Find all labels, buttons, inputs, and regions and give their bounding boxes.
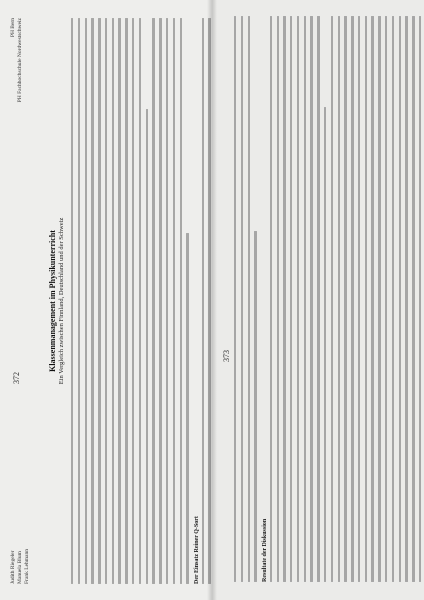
author-name: Frank Lehmann [24,549,30,584]
section-heading: Resultate der Diskussion [261,518,268,582]
results-paragraph [270,16,424,582]
article-title-block [48,18,65,584]
affiliation-line: PH Fachhochschule Nordwestschweiz [17,18,23,103]
article-title: Klassenmanagement im Physikunterricht [48,230,57,372]
right-page [212,0,424,600]
right-page-header [220,16,234,582]
right-page-number: 373 [222,350,231,362]
author-list [10,549,31,584]
author-name: Judith Riegeler [10,550,16,584]
affiliation-line: PH Bern [10,18,16,38]
book-gutter [207,0,217,600]
article-subtitle: Ein Vergleich zwischen Finnland, Deutschland und der Schweiz [58,217,65,385]
right-page-content [212,0,424,600]
author-name: Manuela Blum [17,551,23,584]
carryover-paragraph [234,16,257,582]
affiliation-list [10,18,24,102]
intro-paragraph [71,18,189,584]
left-page-number: 372 [12,372,21,384]
left-page-header [10,18,46,584]
section-heading: Der Einsatz Reiner Q-Sort [193,516,200,584]
